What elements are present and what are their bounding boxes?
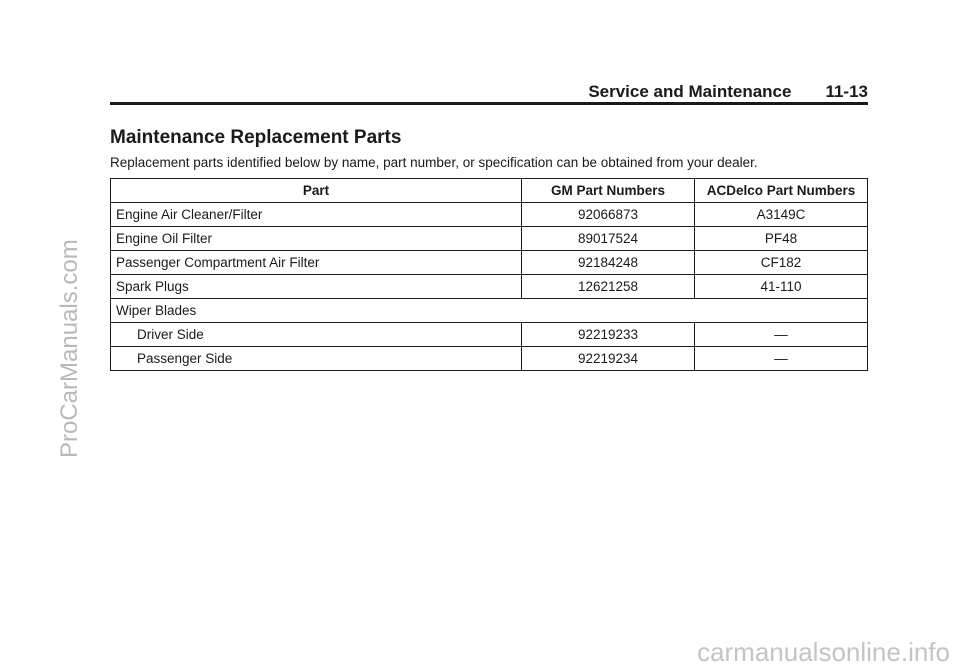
table-row — [111, 347, 868, 371]
gm-part-number: 89017524 — [522, 227, 695, 251]
table-row — [111, 323, 868, 347]
part-group-name: Wiper Blades — [111, 299, 868, 323]
page-title: Maintenance Replacement Parts — [110, 127, 402, 148]
table-row — [111, 203, 868, 227]
part-name: Passenger Side — [111, 347, 522, 371]
table-header-row — [111, 179, 868, 203]
acdelco-part-number: 41-110 — [695, 275, 868, 299]
header-rule — [110, 102, 868, 105]
part-name: Engine Air Cleaner/Filter — [111, 203, 522, 227]
gm-part-number: 92184248 — [522, 251, 695, 275]
part-name: Driver Side — [111, 323, 522, 347]
gm-part-number: 92066873 — [522, 203, 695, 227]
bottom-watermark: carmanualsonline.info — [697, 637, 950, 667]
gm-part-number: 92219234 — [522, 347, 695, 371]
gm-part-number: 12621258 — [522, 275, 695, 299]
header-part: Part — [111, 179, 522, 203]
part-name: Spark Plugs — [111, 275, 522, 299]
side-watermark: ProCarManuals.com — [56, 239, 83, 458]
header-gm-part-numbers: GM Part Numbers — [522, 179, 695, 203]
acdelco-part-number: A3149C — [695, 203, 868, 227]
table-row — [111, 275, 868, 299]
acdelco-part-number: PF48 — [695, 227, 868, 251]
acdelco-part-number: — — [695, 347, 868, 371]
table-row-group — [111, 299, 868, 323]
table-row — [111, 227, 868, 251]
table-row — [111, 251, 868, 275]
part-name: Passenger Compartment Air Filter — [111, 251, 522, 275]
acdelco-part-number: CF182 — [695, 251, 868, 275]
parts-table — [110, 178, 868, 371]
page-number: 11-13 — [825, 82, 868, 101]
page-header — [110, 80, 868, 104]
header-acdelco-part-numbers: ACDelco Part Numbers — [695, 179, 868, 203]
part-name: Engine Oil Filter — [111, 227, 522, 251]
section-title: Service and Maintenance — [588, 82, 792, 101]
intro-text: Replacement parts identified below by name, part number, or specification can be obtained from your dealer. — [110, 155, 758, 170]
gm-part-number: 92219233 — [522, 323, 695, 347]
acdelco-part-number: — — [695, 323, 868, 347]
